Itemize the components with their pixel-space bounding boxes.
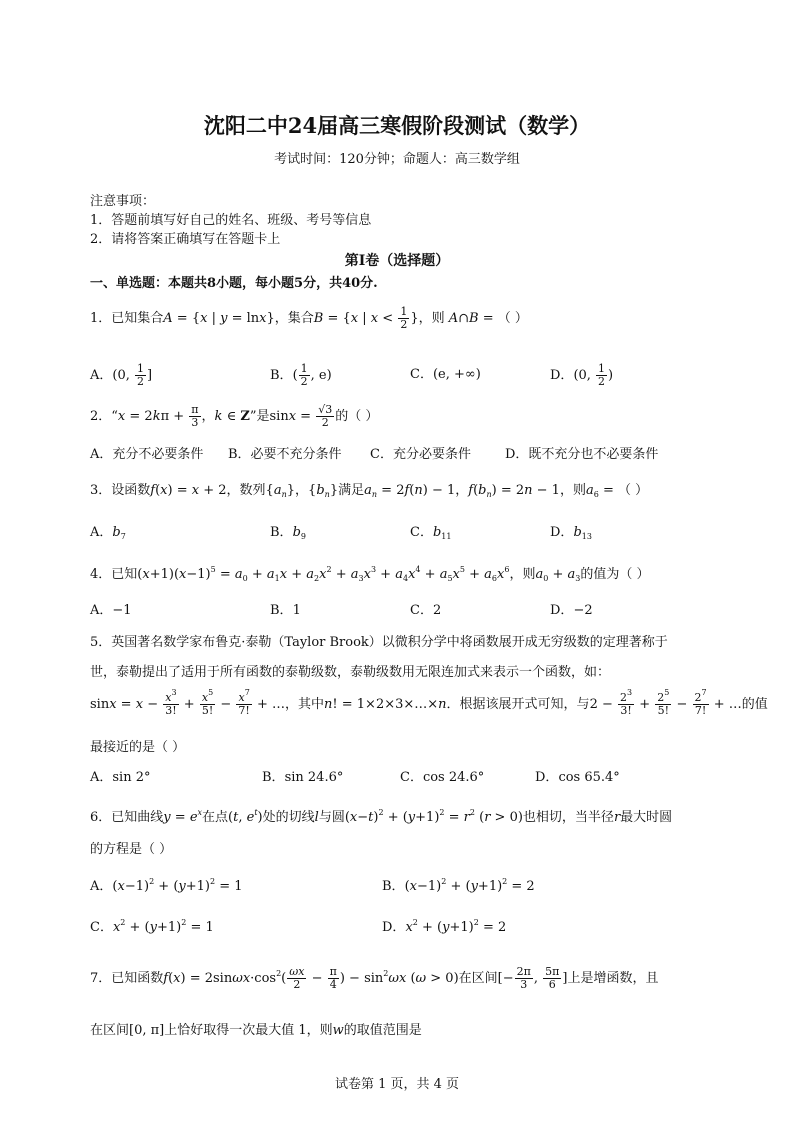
q4-option-b: B．1: [270, 603, 301, 618]
question-2: 2．“x = 2kπ + $\frac{\pi}{3}$ ，k ∈ Z”是sinx = $\frac{√3}{2}$ 的（ ）: [90, 403, 379, 429]
question-7: 7．已知函数$f(x) = 2\sin\omega x\cdot\cos^2$( $\frac{\omega x}{2}$ − $\frac{\pi}{4}$ ) − $\sin^2\omega x$ (ω > 0)在区间[− $\frac{2\pi}{3}$ , $\frac{5\pi}{6}$ ]上是增函数，且: [90, 965, 659, 991]
question-5-line-3: sinx = x − $\frac{x^3}{3!}$ + $\frac{x^5}{5!}$ − $\frac{x^7}{7!}$ + …，其中n! = 1×2×3×…×n．根据该展开式可知，与2 − $\frac{2^3}{3!}$ + $\frac{2^5}{5!}$ − $\frac{2^7}{7!}$ + …的值: [90, 688, 768, 717]
notes-item-1: 1．答题前填写好自己的姓名、班级、考号等信息: [90, 213, 372, 228]
question-6-line-2: 的方程是（ ）: [90, 842, 173, 857]
q5-option-d: D．cos 65.4°: [535, 770, 620, 785]
q2-option-b: B．必要不充分条件: [228, 447, 342, 462]
q2-option-a: A．充分不必要条件: [90, 447, 204, 462]
exam-info: 考试时间：120分钟；命题人：高三数学组: [274, 152, 520, 167]
q4-option-c: C．2: [410, 603, 442, 618]
q1-option-a: A．(0, $\frac{1}{2}$ ]: [90, 362, 153, 388]
part-heading: 一、单选题：本题共8小题，每小题5分，共40分.: [90, 276, 378, 291]
q6-option-d: D．$x^2 + (y+1)^2 = 2$: [382, 918, 507, 935]
section-heading: 第Ⅰ卷（选择题）: [344, 253, 450, 269]
q5-option-b: B．sin 24.6°: [262, 770, 344, 785]
q1-option-b: B．( $\frac{1}{2}$ , e): [270, 362, 332, 388]
question-5-line-2: 世，泰勒提出了适用于所有函数的泰勒级数，泰勒级数用无限连加式来表示一个函数，如：: [90, 665, 611, 680]
notes-heading: 注意事项：: [90, 194, 156, 209]
question-3: 3．设函数f(x) = x + 2，数列$\{a_n\}$，$\{b_n\}$满足$a_n = 2f(n) - 1$，$f(b_n) = 2n - 1$，则$a_6$ = （ ）: [90, 483, 649, 499]
q3-option-b: B．$b_9$: [270, 525, 306, 541]
q5-option-c: C．cos 24.6°: [400, 770, 485, 785]
page-footer: 试卷第 1 页，共 4 页: [334, 1077, 460, 1092]
q3-option-c: C．$b_{11}$: [410, 525, 452, 541]
q1-option-c: C．(e, +∞): [410, 367, 481, 382]
notes-item-2: 2．请将答案正确填写在答题卡上: [90, 232, 281, 247]
q3-option-a: A．$b_7$: [90, 525, 126, 541]
q6-option-c: C．$x^2 + (y+1)^2 = 1$: [90, 918, 214, 935]
q5-option-a: A．sin 2°: [90, 770, 151, 785]
q3-option-d: D．$b_{13}$: [550, 525, 592, 541]
question-6: 6．已知曲线$y = e^x$在点(t, $e^t$)处的切线l与圆$(x-t)^2 + (y+1)^2 = r^2$ (r > 0)也相切，当半径r最大时圆: [90, 808, 673, 825]
q2-option-d: D．既不充分也不必要条件: [505, 447, 659, 462]
question-5-line-4: 最接近的是（ ）: [90, 740, 186, 755]
page-title: 沈阳二中24届高三寒假阶段测试（数学）: [203, 113, 591, 138]
question-7-line-2: 在区间[0, π]上恰好取得一次最大值 1，则w的取值范围是: [90, 1023, 422, 1038]
q1-option-d: D．(0, $\frac{1}{2}$ ): [550, 362, 614, 388]
question-1: 1．已知集合A = {x | y = lnx}，集合B = {x | x < $\frac{1}{2}$ }，则 A∩B = （ ）: [90, 305, 528, 331]
q2-option-c: C．充分必要条件: [370, 447, 471, 462]
question-5-line-1: 5．英国著名数学家布鲁克·泰勒（Taylor Brook）以微积分学中将函数展开成无穷级数的定理著称于: [90, 635, 668, 650]
q4-option-a: A．−1: [90, 603, 132, 618]
q6-option-a: A．$(x-1)^2 + (y+1)^2 = 1$: [90, 877, 243, 894]
q4-option-d: D．−2: [550, 603, 593, 618]
q6-option-b: B．$(x-1)^2 + (y+1)^2 = 2$: [382, 877, 535, 894]
question-4: 4．已知$(x+1)(x-1)^5 = a_0 + a_1x + a_2x^2 + a_3x^3 + a_4x^4 + a_5x^5 + a_6x^6$，则$a_0 + a_3$的值为（ ）: [90, 565, 650, 583]
